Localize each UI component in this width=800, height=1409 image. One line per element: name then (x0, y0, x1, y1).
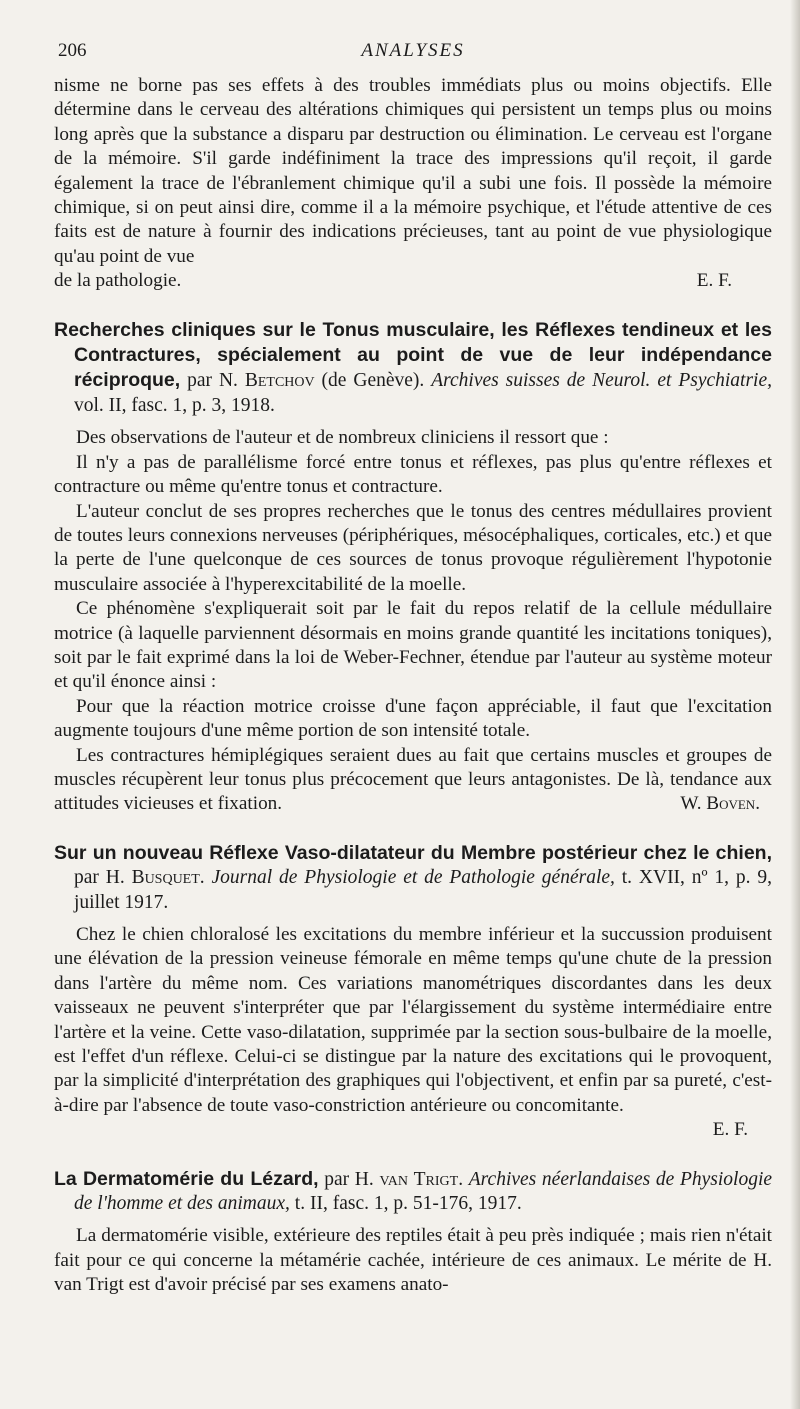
intro-signature: E. F. (696, 270, 732, 292)
review-origin: . (199, 867, 212, 889)
review-title: Recherches cliniques sur le Tonus musculaire, les Réflexes tendineux et les Contractures, spécialement au point de vue de leur indépendance réciproque, (54, 318, 772, 392)
review-paragraph (54, 744, 772, 817)
review-origin: . (458, 1168, 469, 1190)
review-title: Sur un nouveau Réflexe Vaso-dilatateur du Membre postérieur chez le chien, (54, 841, 772, 864)
review-journal: Archives suisses de Neurol. et Psychiatrie, (431, 370, 772, 392)
running-head (54, 36, 772, 66)
review-heading (54, 318, 772, 419)
review-ref: t. XVII, nº 1, p. 9, juillet 1917. (74, 867, 772, 913)
review-author-prefix: van (379, 1168, 408, 1190)
review-by: par H. (318, 1168, 380, 1190)
review-author: Betchov (244, 370, 315, 392)
review-journal: Archives néerlandaises de Physiologie de l'homme et des animaux, (74, 1168, 773, 1215)
review-paragraph: Chez le chien chloralosé les excitations du membre inférieur et la succussion produisent une élévation de la pression veineuse fémorale en même temps qu'une chute de la pression dans l'artère du même nom. Ces variations manométriques discordantes dans les deux vaisseaux ne peuvent s'interpréter que par l'élargissement du système intermédiaire entre l'artère et la veine. Cette vaso-dilatation, supprimée par la section sous-bulbaire de la moelle, est l'effet d'un réflexe. Celui-ci se distingue par la nature des excitations qui le provoquent, par la simplicité d'interprétation des graphiques qui l'objectivent, et enfin par sa pureté, c'est-à-dire par l'absence de toute vaso-constriction antérieure ou concomitante. (54, 924, 772, 1116)
review-last-paragraph: Les contractures hémiplégiques seraient dues au fait que certains muscles et groupes de muscles récupèrent leur tonus plus précocement que leurs antagonistes. De là, tendance aux attitudes vicieuses et fixation. (54, 744, 772, 815)
review-paragraph: Il n'y a pas de parallélisme forcé entre tonus et réflexes, pas plus qu'entre réflexes et contracture ou même qu'entre tonus et contracture. (54, 451, 772, 498)
intro-last-line (54, 269, 772, 293)
review-van-trigt (54, 1167, 772, 1298)
review-heading (54, 1167, 772, 1217)
review-paragraph: Des observations de l'auteur et de nombreux cliniciens il ressort que : (76, 427, 609, 449)
review-author: Busquet (131, 867, 200, 889)
review-signature: E. F. (712, 1119, 748, 1141)
page (54, 36, 772, 1298)
review-by: par N. (180, 370, 245, 392)
intro-paragraph: nisme ne borne pas ses effets à des troubles immédiats plus ou moins objectifs. Elle détermine dans le cerveau des altérations chimiques qui persistent un temps plus ou moins long après que la substance a disparu par destruction ou élimination. Le cerveau est l'organe de la mémoire. S'il garde indéfiniment la trace des impressions qu'il reçoit, il garde également la trace de l'ébranlement chimique qu'il a subi une fois. Il possède la mémoire chimique, si on peut ainsi dire, comme il a la mémoire psychique, et l'étude attentive de ces faits est de nature à fournir des indications précieuses, tant au point de vue physiologique qu'au point de vue (54, 75, 772, 267)
review-paragraph: Pour que la réaction motrice croisse d'une façon appréciable, il faut que l'excitation augmente toujours d'une même portion de son intensité totale. (54, 695, 772, 742)
review-ref: vol. II, fasc. 1, p. 3, 1918. (74, 394, 275, 416)
review-paragraph: Ce phénomène s'expliquerait soit par le fait du repos relatif de la cellule médullaire motrice (à laquelle parviennent désormais en moins grande quantité les incitations toniques), soit par le fait exprimé dans la loi de Weber-Fechner, étendue par l'auteur au système moteur et qu'il énonce ainsi : (54, 598, 772, 693)
review-by: par H. (74, 867, 132, 889)
review-origin: (de Genève). (314, 370, 432, 392)
scan-edge-shadow (790, 0, 800, 1409)
review-busquet (54, 841, 772, 1143)
intro-last-text: de la pathologie. (54, 270, 182, 292)
review-ref: t. II, fasc. 1, p. 51-176, 1917. (289, 1193, 522, 1215)
review-betchov (54, 318, 772, 817)
review-title: La Dermatomérie du Lézard, (54, 1167, 319, 1190)
review-paragraph: L'auteur conclut de ses propres recherches que le tonus des centres médullaires provient de toutes leurs connexions nerveuses (périphériques, mésocéphaliques, corticales, etc.) et que la perte de l'une quelconque de ces sources de tonus provoque régulièrement l'hypotonie musculaire associée à l'hyperexcitabilité de la moelle. (54, 500, 772, 595)
review-paragraph: La dermatomérie visible, extérieure des reptiles était à peu près indiquée ; mais rien n'était fait pour ce qui concerne la métamérie cachée, intérieure de ces animaux. Le mérite de H. van Trigt est d'avoir précisé par ses examens anato- (54, 1225, 772, 1296)
review-signature: W. Boven. (680, 793, 760, 815)
review-author: Trigt (413, 1168, 459, 1190)
page-number: 206 (58, 40, 87, 61)
review-heading (54, 841, 772, 915)
review-journal: Journal de Physiologie et de Pathologie générale, (211, 867, 615, 889)
running-title: ANALYSES (361, 40, 465, 61)
